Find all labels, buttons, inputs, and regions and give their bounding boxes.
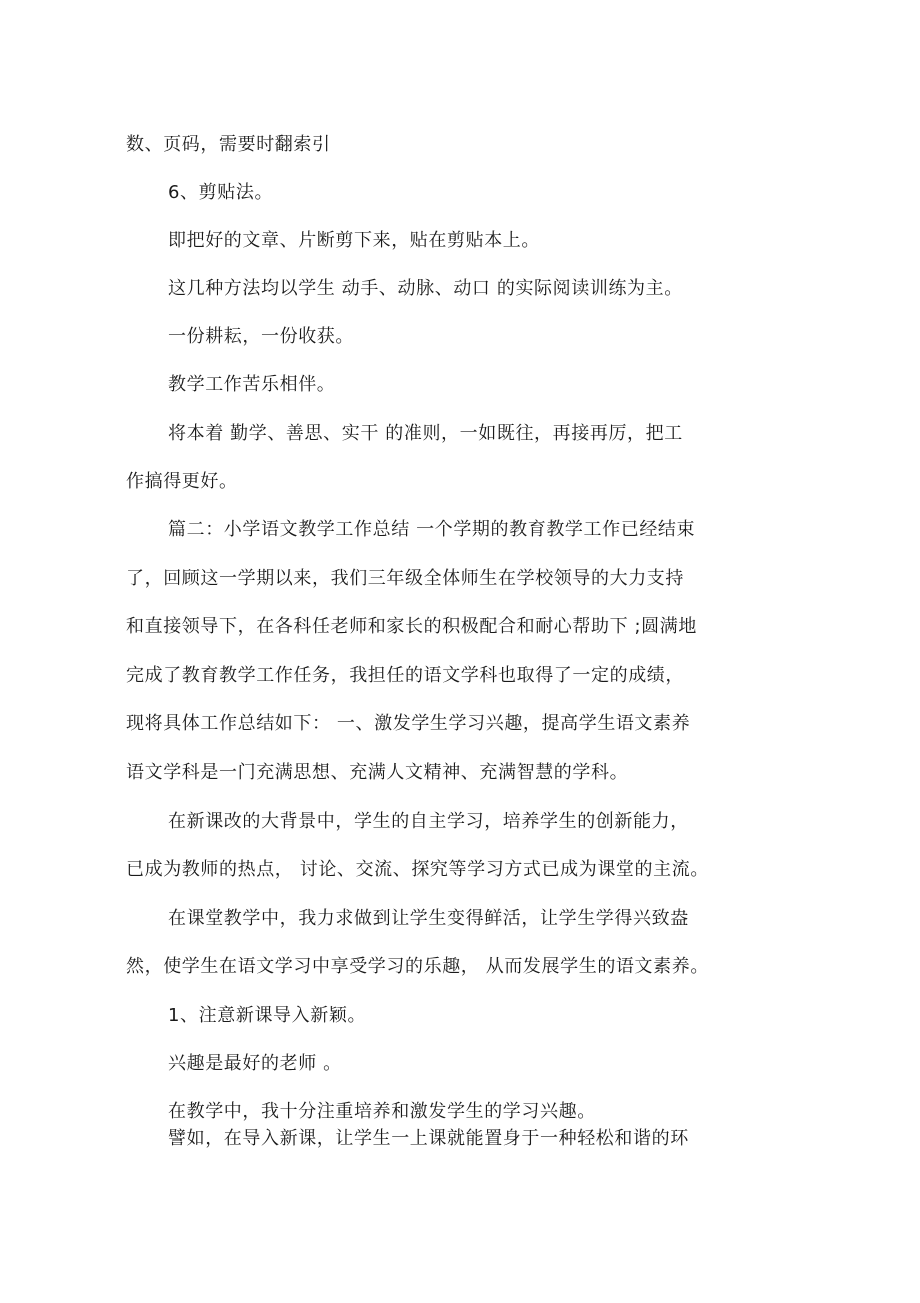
text-line: 将本着 勤学、善思、实干 的准则，一如既往，再接再厉，把工 <box>168 423 683 444</box>
text-line: 在新课改的大背景中，学生的自主学习，培养学生的创新能力， <box>168 811 689 832</box>
text-line: 和直接领导下，在各科任老师和家长的积极配合和耐心帮助下 ;圆满地 <box>126 616 697 637</box>
text-line: 在课堂教学中，我力求做到让学生变得鲜活，让学生学得兴致盎 <box>168 908 689 929</box>
text-line: 兴趣是最好的老师 。 <box>168 1053 342 1074</box>
text-line: 已成为教师的热点， 讨论、交流、探究等学习方式已成为课堂的主流。 <box>126 859 709 880</box>
text-line: 然，使学生在语文学习中享受学习的乐趣， 从而发展学生的语文素养。 <box>126 956 709 977</box>
text-line: 即把好的文章、片断剪下来，贴在剪贴本上。 <box>168 230 540 251</box>
text-line: 譬如，在导入新课，让学生一上课就能置身于一种轻松和谐的环 <box>168 1128 689 1149</box>
text-line: 一份耕耘，一份收获。 <box>168 326 354 347</box>
text-line: 现将具体工作总结如下： 一、激发学生学习兴趣，提高学生语文素养 <box>126 713 691 734</box>
text-line: 6、剪贴法。 <box>168 182 274 203</box>
text-line: 作搞得更好。 <box>126 471 238 492</box>
text-line: 在教学中，我十分注重培养和激发学生的学习兴趣。 <box>168 1101 596 1122</box>
text-line: 教学工作苦乐相伴。 <box>168 374 336 395</box>
text-line: 了，回顾这一学期以来，我们三年级全体师生在学校领导的大力支持 <box>126 568 684 589</box>
text-line: 这几种方法均以学生 动手、动脉、动口 的实际阅读训练为主。 <box>168 278 683 299</box>
text-line: 篇二：小学语文教学工作总结 一个学期的教育教学工作已经结束 <box>168 519 696 540</box>
text-line: 语文学科是一门充满思想、充满人文精神、充满智慧的学科。 <box>126 762 629 783</box>
text-line: 完成了教育教学工作任务，我担任的语文学科也取得了一定的成绩， <box>126 665 684 686</box>
text-line: 1、注意新课导入新颖。 <box>168 1005 367 1026</box>
text-line: 数、页码，需要时翻索引 <box>126 134 331 155</box>
